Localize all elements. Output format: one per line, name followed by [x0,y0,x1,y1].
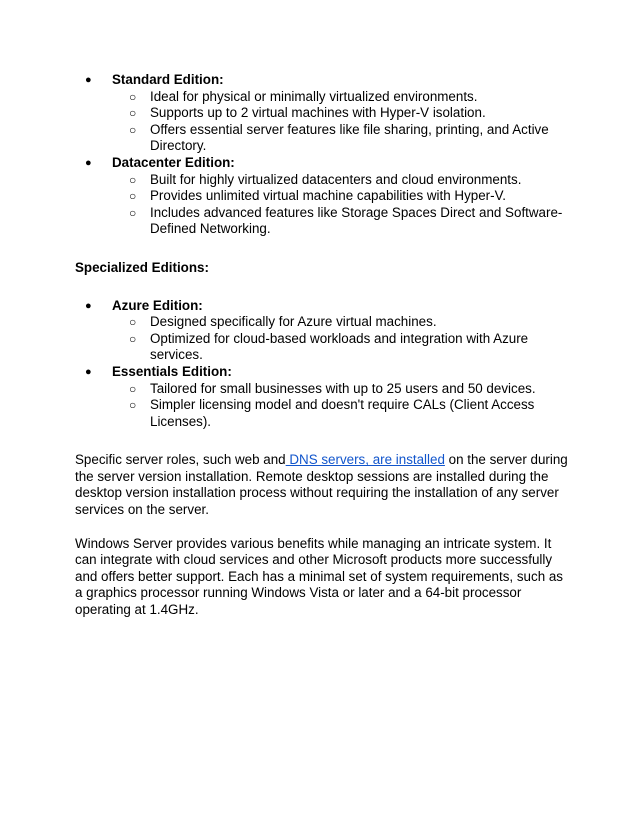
sub-list-item: ○ Offers essential server features like file sharing, printing, and Active Directory. [129,121,549,154]
bullet-icon: ● [85,74,92,86]
edition-title: Azure Edition: [112,297,203,313]
circle-bullet-icon: ○ [129,398,137,413]
circle-bullet-icon: ○ [129,172,137,187]
sub-list-item: ○ Simpler licensing model and doesn't require CALs (Client Access Licenses). [129,397,535,429]
specialized-editions-heading: Specialized Editions: [75,259,209,275]
circle-bullet-icon: ○ [129,331,137,346]
edition-title: Standard Edition: [112,72,224,87]
circle-bullet-icon: ○ [129,189,137,204]
sub-list-item: ○ Includes advanced features like Storage Spaces Direct and Software-Defined Networking. [129,204,563,237]
sub-list [112,89,570,155]
edition-title: Essentials Edition: [112,363,232,379]
server-roles-paragraph: Specific server roles, such web and DNS servers, are installed on the server during the server version installation. Remote desktop sessions are installed during the desktop version installation process without requiring the installation of any server services on the server. [75,452,568,518]
edition-title: Datacenter Edition: [112,154,235,170]
sub-list [112,172,570,238]
sub-list-item: ○ Built for highly virtualized datacenters and cloud environments. [129,171,522,187]
sub-list-item: ○ Tailored for small businesses with up to 25 users and 50 devices. [129,380,536,396]
bullet-icon: ● [85,156,92,169]
sub-list-item: ○ Optimized for cloud-based workloads and integration with Azure services. [129,330,529,363]
circle-bullet-icon: ○ [129,89,137,104]
circle-bullet-icon: ○ [129,315,137,330]
list-item-datacenter-edition [75,155,570,238]
sub-list [112,314,570,364]
list-item-azure-edition [75,298,570,364]
bullet-icon: ● [85,299,92,312]
specialized-editions-list [75,298,570,431]
bullet-icon: ● [85,365,92,378]
list-item-standard-edition [75,72,570,155]
document-body [75,72,570,619]
sub-list-item: ○ Provides unlimited virtual machine capabilities with Hyper-V. [129,188,507,204]
circle-bullet-icon: ○ [129,122,137,137]
sub-list [112,381,570,431]
circle-bullet-icon: ○ [129,381,137,396]
circle-bullet-icon: ○ [129,205,137,220]
sub-list-item: ○ Ideal for physical or minimally virtualized environments. [129,88,478,104]
circle-bullet-icon: ○ [129,106,137,121]
dns-servers-link[interactable]: DNS servers, are installed [285,452,445,468]
benefits-paragraph: Windows Server provides various benefits while managing an intricate system. It can integrate with cloud services and other Microsoft products more successfully and offers better support. Each has a minimal set of system requirements, such as a graphics processor running Windows Vista or later and a 64-bit processor operating at 1.4GHz. [75,535,563,618]
sub-list-item: ○ Designed specifically for Azure virtual machines. [129,314,437,330]
list-item-essentials-edition [75,364,570,430]
sub-list-item: ○ Supports up to 2 virtual machines with Hyper-V isolation. [129,105,486,121]
editions-list [75,72,570,238]
